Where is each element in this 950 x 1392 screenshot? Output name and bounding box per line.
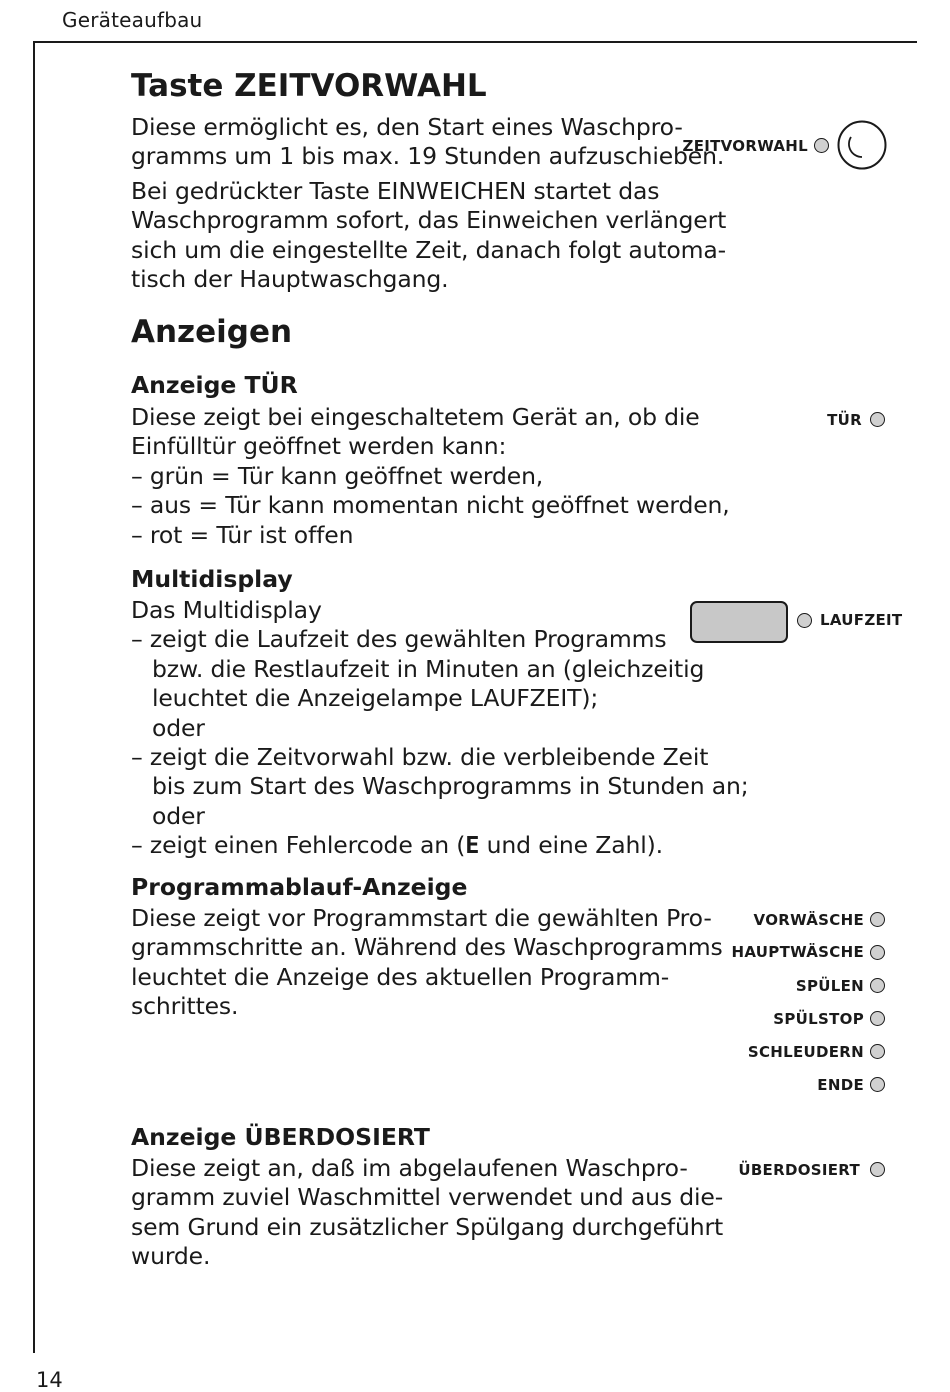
text-line: Diese zeigt an, daß im abgelaufenen Waschpro- [131,1154,688,1182]
paragraph-ueberdosiert [131,1154,723,1272]
step-lamp-ende [870,1077,885,1092]
heading-ueberdosiert: Anzeige ÜBERDOSIERT [131,1123,430,1151]
text-line: bzw. die Restlaufzeit in Minuten an (gleichzeitig [152,654,705,683]
step-label-spuelen: SPÜLEN [795,977,864,995]
text-line: gramm zuviel Waschmittel verwendet und aus die- [131,1183,724,1212]
text-line: Diese zeigt vor Programmstart die gewählten Pro- [131,904,712,932]
text-line: Einfülltür geöffnet werden kann: [131,432,507,461]
paragraph-zeitvorwahl-2 [131,177,726,295]
tuer-label: TÜR [827,411,862,429]
text-line: grammschritte an. Während des Waschprogramms [131,933,723,962]
ueberdosiert-lamp [870,1162,885,1177]
step-lamp-vorwaesche [870,912,885,927]
text-line: oder [152,713,205,742]
paragraph-tuer [131,403,730,550]
laufzeit-lamp [797,613,812,628]
error-code-glyph: E [465,831,480,860]
text-line: Das Multidisplay [131,596,322,624]
paragraph-multidisplay [131,596,749,861]
list-item: – aus = Tür kann momentan nicht geöffnet werden, [131,491,730,520]
tuer-lamp [870,412,885,427]
heading-programmablauf: Programmablauf-Anzeige [131,873,468,901]
step-label-spuelstop: SPÜLSTOP [773,1010,864,1028]
list-item: – grün = Tür kann geöffnet werden, [131,461,544,490]
text-line: schrittes. [131,992,239,1021]
text-line: leuchtet die Anzeigelampe LAUFZEIT); [152,684,599,713]
step-label-ende: ENDE [817,1076,864,1094]
list-item: – zeigt die Laufzeit des gewählten Programms [131,625,667,654]
running-header: Geräteaufbau [62,8,203,32]
step-label-vorwaesche: VORWÄSCHE [753,911,864,929]
list-item [131,831,749,860]
step-lamp-spuelstop [870,1011,885,1026]
ueberdosiert-label: ÜBERDOSIERT [738,1161,860,1179]
text-line: Diese zeigt bei eingeschaltetem Gerät an, ob die [131,403,700,431]
heading-zeitvorwahl: Taste ZEITVORWAHL [131,68,487,104]
text-line: tisch der Hauptwaschgang. [131,265,449,294]
step-lamp-spuelen [870,978,885,993]
page-number: 14 [36,1368,63,1392]
step-label-hauptwaesche: HAUPTWÄSCHE [731,943,864,961]
paragraph-programmablauf [131,904,723,1022]
heading-multidisplay: Multidisplay [131,565,293,593]
text-line: bis zum Start des Waschprogramms in Stunden an; [152,772,749,801]
header-rule [33,41,917,43]
text-line: oder [152,801,205,830]
zeitvorwahl-lamp [814,138,829,153]
heading-anzeigen: Anzeigen [131,314,293,350]
text-line: sich um die eingestellte Zeit, danach folgt automa- [131,235,726,264]
text-line: gramms um 1 bis max. 19 Stunden aufzuschieben. [131,142,725,171]
text-run: und eine Zahl). [479,831,663,860]
text-line: wurde. [131,1242,211,1271]
list-item: – zeigt die Zeitvorwahl bzw. die verbleibende Zeit [131,743,709,772]
step-lamp-hauptwaesche [870,945,885,960]
heading-tuer: Anzeige TÜR [131,371,298,399]
zeitvorwahl-button-icon [836,119,888,171]
text-line: Diese ermöglicht es, den Start eines Waschpro- [131,113,683,141]
list-item: – rot = Tür ist offen [131,520,354,549]
text-line: Bei gedrückter Taste EINWEICHEN startet das [131,177,660,205]
text-run: – zeigt einen Fehlercode an ( [131,831,466,860]
paragraph-zeitvorwahl-1 [131,113,724,172]
laufzeit-label: LAUFZEIT [820,611,903,629]
multidisplay-screen [690,601,788,643]
text-line: sem Grund ein zusätzlicher Spülgang durchgeführt [131,1212,724,1241]
margin-rule [33,41,35,1353]
zeitvorwahl-label: ZEITVORWAHL [682,137,808,155]
text-line: Waschprogramm sofort, das Einweichen verlängert [131,206,727,235]
step-label-schleudern: SCHLEUDERN [747,1043,864,1061]
step-lamp-schleudern [870,1044,885,1059]
text-line: leuchtet die Anzeige des aktuellen Programm- [131,962,670,991]
